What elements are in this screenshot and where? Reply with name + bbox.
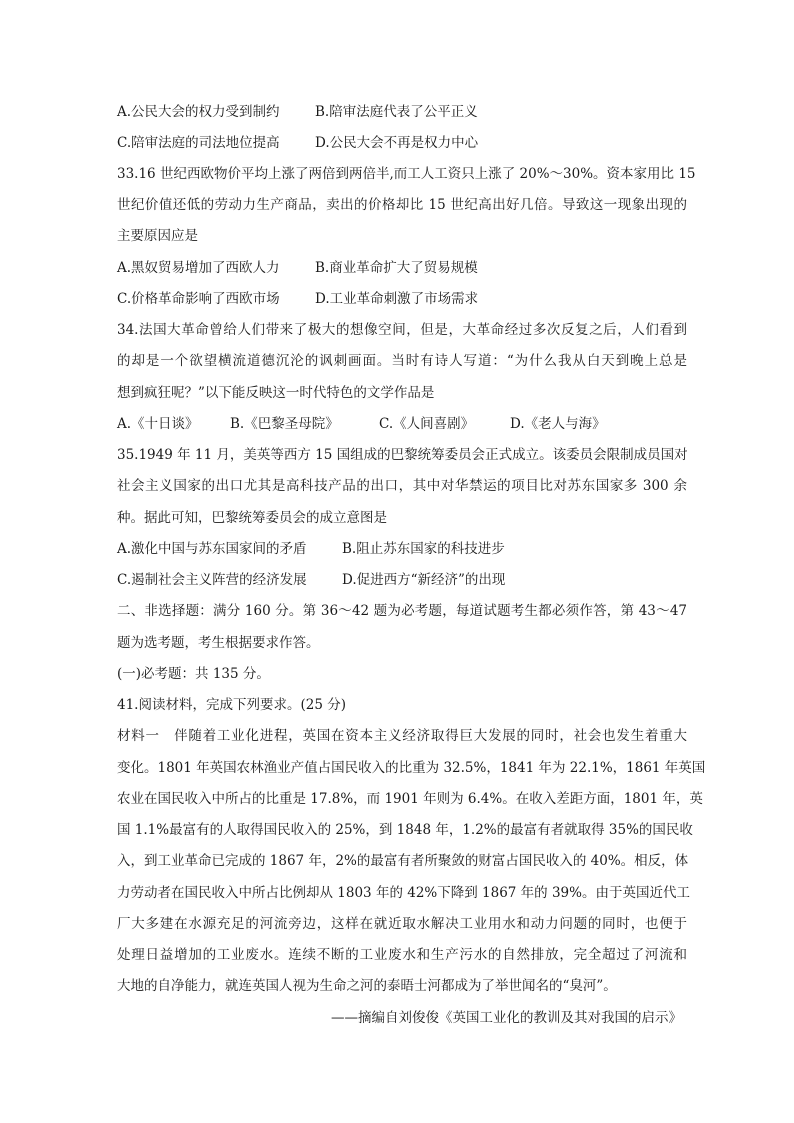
q34-stem-line-1: 34.法国大革命曾给人们带来了极大的想像空间，但是，大革命经过多次反复之后，人们看到 xyxy=(117,322,687,338)
section2-intro-line-2: 题为选考题，考生根据要求作答。 xyxy=(117,635,320,651)
required-section-heading: (一)必考题：共 135 分。 xyxy=(117,666,270,682)
q33-option-a: A.黑奴贸易增加了西欧人力 xyxy=(117,260,280,276)
q35-option-a: A.激化中国与苏东国家间的矛盾 xyxy=(117,541,307,557)
q33-stem-line-3: 主要原因应是 xyxy=(117,228,198,244)
q34-option-a: A.《十日谈》 xyxy=(117,416,199,432)
q41-material-line-4: 国 1.1%最富有的人取得国民收入的 25%，到 1848 年，1.2%的最富有者就取得 35%的国民收 xyxy=(117,822,693,838)
q35-option-b: B.阻止苏东国家的科技进步 xyxy=(342,541,505,557)
q32-option-b: B.陪审法庭代表了公平正义 xyxy=(315,104,478,120)
q41-material-line-6: 力劳动者在国民收入中所占比例却从 1803 年的 42%下降到 1867 年的 39%。由于英国近代工 xyxy=(117,885,690,901)
q41-material-line-3: 农业在国民收入中所占的比重是 17.8%，而 1901 年则为 6.4%。在收入差距方面，1801 年，英 xyxy=(117,791,703,807)
q41-material-line-2: 变化。1801 年英国农林渔业产值占国民收入的比重为 32.5%，1841 年为 22.1%，1861 年英国 xyxy=(117,760,706,776)
q35-stem-line-2: 社会主义国家的出口尤其是高科技产品的出口，其中对华禁运的项目比对苏东国家多 300 余 xyxy=(117,478,687,494)
q41-heading: 41.阅读材料，完成下列要求。(25 分) xyxy=(117,697,346,713)
q34-stem-line-2: 的却是一个欲望横流道德沉沦的讽刺画面。当时有诗人写道：“为什么我从白天到晚上总是 xyxy=(117,353,687,369)
q34-option-c: C.《人间喜剧》 xyxy=(379,416,475,432)
q41-material-line-7: 厂大多建在水源充足的河流旁边，这样在就近取水解决工业用水和动力问题的同时，也便于 xyxy=(117,916,687,932)
q33-stem-line-1: 33.16 世纪西欧物价平均上涨了两倍到两倍半,而工人工资只上涨了 20%～30%。资本家用比 15 xyxy=(117,166,696,182)
section2-intro-line-1: 二、非选择题：满分 160 分。第 36～42 题为必考题，每道试题考生都必须作答，第 43～47 xyxy=(117,603,687,619)
q41-material-line-5: 入，到工业革命已完成的 1867 年，2%的最富有者所聚敛的财富占国民收入的 40%。相反，体 xyxy=(117,853,689,869)
q32-option-c: C.陪审法庭的司法地位提高 xyxy=(117,135,280,151)
q41-source-citation: ——摘编自刘俊俊《英国工业化的教训及其对我国的启示》 xyxy=(331,1010,682,1026)
q34-stem-line-3: 想到疯狂呢？”以下能反映这一时代特色的文学作品是 xyxy=(117,385,435,401)
q34-option-b: B.《巴黎圣母院》 xyxy=(230,416,339,432)
q35-stem-line-1: 35.1949 年 11 月，美英等西方 15 国组成的巴黎统筹委员会正式成立。该委员会限制成员国对 xyxy=(117,447,688,463)
q35-option-c: C.遏制社会主义阵营的经济发展 xyxy=(117,572,307,588)
q33-option-d: D.工业革命刺激了市场需求 xyxy=(315,291,479,307)
q33-option-b: B.商业革命扩大了贸易规模 xyxy=(315,260,478,276)
q32-option-d: D.公民大会不再是权力中心 xyxy=(315,135,479,151)
q33-option-c: C.价格革命影响了西欧市场 xyxy=(117,291,280,307)
q41-material-line-1: 材料一 伴随着工业化进程，英国在资本主义经济取得巨大发展的同时，社会也发生着重大 xyxy=(117,728,687,744)
q41-material-line-8: 处理日益增加的工业废水。连续不断的工业废水和生产污水的自然排放，完全超过了河流和 xyxy=(117,947,687,963)
q32-option-a: A.公民大会的权力受到制约 xyxy=(117,104,280,120)
q33-stem-line-2: 世纪价值还低的劳动力生产商品，卖出的价格却比 15 世纪高出好几倍。导致这一现象出现的 xyxy=(117,197,687,213)
q35-option-d: D.促进西方“新经济”的出现 xyxy=(342,572,506,588)
q35-stem-line-3: 种。据此可知，巴黎统筹委员会的成立意图是 xyxy=(117,510,387,526)
q41-material-line-9: 大地的自净能力，就连英国人视为生命之河的泰晤士河都成为了举世闻名的“臭河”。 xyxy=(117,978,617,994)
q34-option-d: D.《老人与海》 xyxy=(510,416,606,432)
